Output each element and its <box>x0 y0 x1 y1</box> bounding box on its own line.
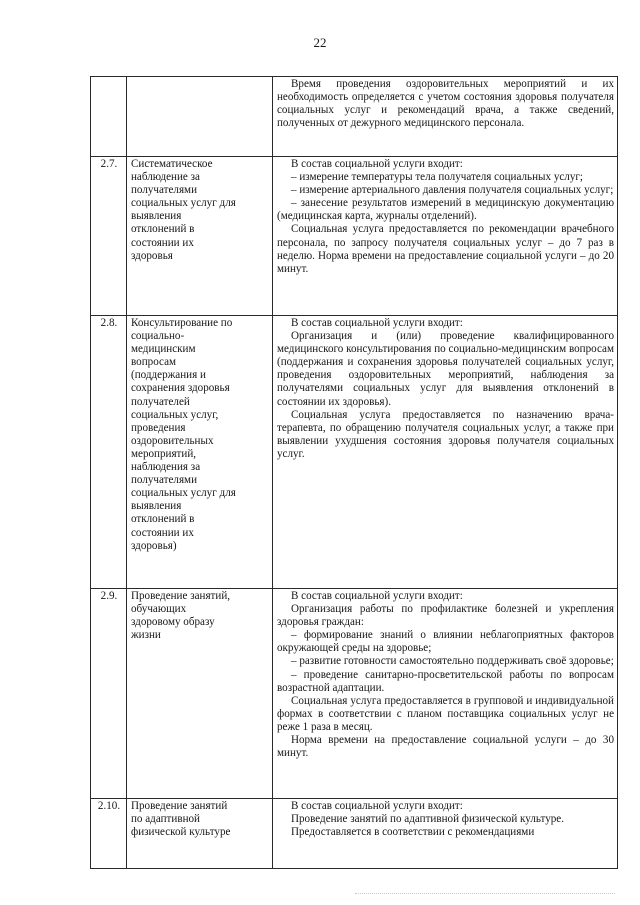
service-description-paragraph: В состав социальной услуги входит: <box>291 800 463 812</box>
service-name-line: физической культуре <box>131 826 231 839</box>
table-row <box>91 316 618 589</box>
service-name-line: получателей <box>131 395 190 408</box>
service-description-paragraph: В состав социальной услуги входит: <box>291 317 463 329</box>
service-name-line: Консультирование по <box>131 317 233 329</box>
service-name-cell <box>127 799 273 869</box>
service-number-cell: 2.7. <box>91 157 127 316</box>
service-name-line: социальных услуг для <box>131 197 236 210</box>
service-description-paragraph: В состав социальной услуги входит: <box>291 158 463 170</box>
table-row <box>91 77 618 157</box>
service-name-line: социально- <box>131 330 185 343</box>
service-name-line: отклонений в <box>131 223 195 236</box>
table-row <box>91 589 618 799</box>
service-name-line: обучающих <box>131 603 187 616</box>
service-description-cell <box>273 799 618 869</box>
service-name-line: наблюдение за <box>131 171 200 184</box>
service-name-line: медицинским <box>131 343 196 356</box>
service-description-cell <box>273 316 618 589</box>
service-name-line: сохранения здоровья <box>131 382 230 395</box>
service-name-line: здоровому образу <box>131 616 215 629</box>
service-name-line: Проведение занятий, <box>131 590 231 602</box>
service-number-cell: 2.10. <box>91 799 127 869</box>
service-description-paragraph: Норма времени на предоставление социальной услуги – до 30 минут. <box>277 734 614 760</box>
service-number-cell: 2.9. <box>91 589 127 799</box>
service-name-cell <box>127 157 273 316</box>
service-name-line: проведения <box>131 421 186 434</box>
service-description-paragraph: – занесение результатов измерений в медицинскую документацию (медицинская карта, журналы отделений). <box>277 197 614 223</box>
service-name-line: получателями <box>131 184 198 197</box>
service-number-cell <box>91 77 127 157</box>
service-name-line: состоянии их <box>131 236 194 249</box>
service-name-cell <box>127 589 273 799</box>
service-description-paragraph: Социальная услуга предоставляется в групповой и индивидуальной формах в соответствии с планом поставщика социальных услуг не реже 1 раза в месяц. <box>277 694 614 733</box>
service-description-paragraph: – измерение температуры тела получателя социальных услуг; <box>291 171 584 184</box>
service-description-paragraph: Предоставляется в соответствии с рекомендациями <box>291 826 535 839</box>
service-name-line: оздоровительных <box>131 434 214 447</box>
service-name-line: наблюдения за <box>131 461 201 474</box>
service-name-line: выявления <box>131 500 182 513</box>
service-name-line: получателями <box>131 474 198 487</box>
service-name-line: здоровья <box>131 249 173 262</box>
service-description-paragraph: Проведение занятий по адаптивной физической культуре. <box>291 813 564 826</box>
service-description-cell <box>273 77 618 157</box>
service-name-line: отклонений в <box>131 513 195 526</box>
service-name-cell <box>127 316 273 589</box>
service-name-cell <box>127 77 273 157</box>
service-name-line: социальных услуг, <box>131 408 219 421</box>
service-description-paragraph: Организация и (или) проведение квалифицированного медицинского консультирования по социально-медицинским вопросам (поддержания и сохранения здоровья получателей социальных услуг, проведения оздоровительных мероприятий, наблюдения за получателями социальных услуг для выявления отклонений в состоянии их здоровья). <box>277 330 614 408</box>
service-name-line: (поддержания и <box>131 369 206 382</box>
service-name-line: социальных услуг для <box>131 487 236 500</box>
table-row <box>91 799 618 869</box>
service-description-cell <box>273 157 618 316</box>
service-description-paragraph: Социальная услуга предоставляется по назначению врача-терапевта, по обращению получателя социальных услуг, а также при выявлении ухудшения состояния здоровья получателя социальных услуг. <box>277 408 614 460</box>
bottom-edge-marks <box>355 893 615 898</box>
service-name-line: состоянии их <box>131 526 194 539</box>
services-table <box>90 76 618 869</box>
service-name-line: выявления <box>131 210 182 223</box>
service-description-paragraph: Социальная услуга предоставляется по рекомендации врачебного персонала, по запросу получателя социальных услуг – до 7 раз в неделю. Норма времени на предоставление социальной услуги – до 20 минут. <box>277 223 614 275</box>
service-description-paragraph: В состав социальной услуги входит: <box>291 590 463 602</box>
service-name-line: жизни <box>131 629 161 642</box>
service-description-paragraph: – развитие готовности самостоятельно поддерживать своё здоровье; <box>291 655 614 668</box>
service-description-paragraph: Организация работы по профилактике болезней и укрепления здоровья граждан: <box>277 603 614 629</box>
page-number: 22 <box>313 35 327 50</box>
service-description-paragraph: Время проведения оздоровительных мероприятий и их необходимость определяется с учетом состояния здоровья получателя социальных услуг и рекомендаций врача, а также сведений, полученных от дежурного медицинского персонала. <box>277 78 614 130</box>
service-description-cell <box>273 589 618 799</box>
service-name-line: Проведение занятий <box>131 800 228 812</box>
service-description-paragraph: – проведение санитарно-просветительской работы по вопросам возрастной адаптации. <box>277 668 614 694</box>
service-name-line: здоровья) <box>131 539 177 552</box>
service-name-line: вопросам <box>131 356 177 369</box>
service-name-line: мероприятий, <box>131 447 197 460</box>
services-table-body <box>91 77 618 869</box>
service-description-paragraph: – формирование знаний о влиянии неблагоприятных факторов окружающей среды на здоровье; <box>277 629 614 655</box>
table-row <box>91 157 618 316</box>
service-description-paragraph: – измерение артериального давления получателя социальных услуг; <box>291 184 614 197</box>
service-number-cell: 2.8. <box>91 316 127 589</box>
service-name-line: по адаптивной <box>131 813 200 826</box>
service-name-line: Систематическое <box>131 158 213 170</box>
